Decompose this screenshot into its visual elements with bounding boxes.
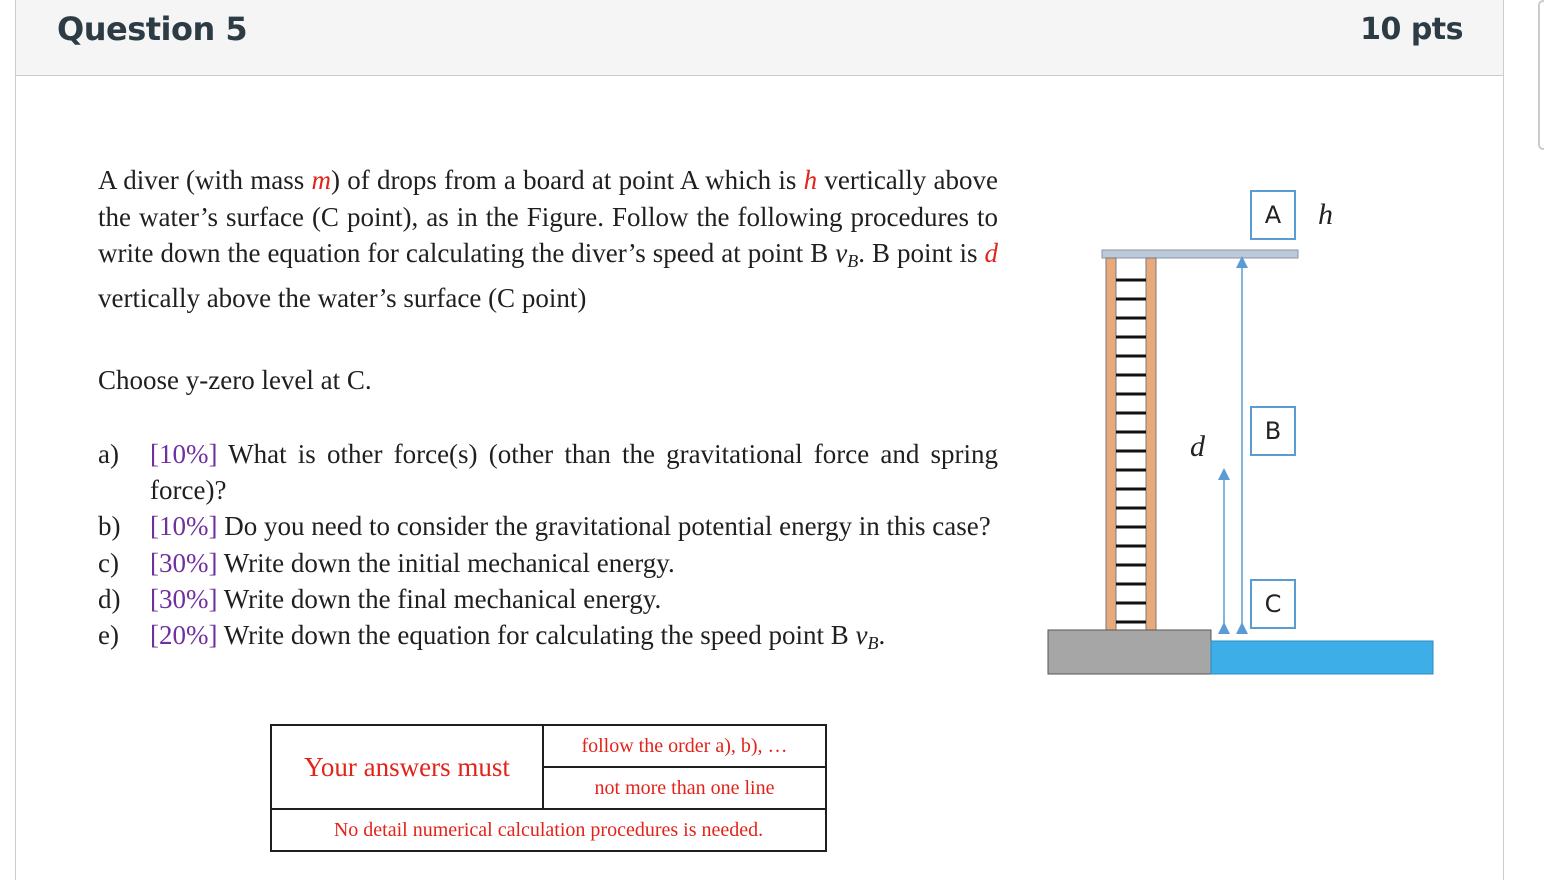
sub-question: [98, 508, 998, 544]
sub-question-text: Do you need to consider the gravitational potential energy in this case?: [217, 511, 991, 542]
zero-level-note: Choose y-zero level at C.: [98, 365, 372, 395]
point-c-label: C: [1250, 579, 1296, 629]
sub-question-weight: [30%]: [150, 547, 218, 578]
sub-question-text: .: [878, 620, 886, 651]
sub-question-list: [98, 436, 998, 661]
sub-question-weight: [10%]: [150, 439, 218, 469]
side-panel-tab[interactable]: [1538, 0, 1544, 150]
sub-question-text: Write down the equation for calculating the speed point B: [217, 620, 856, 651]
question-header: [16, 0, 1503, 76]
var-d: d: [984, 238, 998, 268]
sub-question-text: Write down the final mechanical energy.: [217, 583, 662, 614]
var-v-subscript: B: [867, 633, 879, 654]
rule-order: follow the order a), b), …: [543, 725, 826, 767]
sub-question-text: Write down the initial mechanical energy.: [217, 547, 675, 578]
rule-no-detail: No detail numerical calculation procedures is needed.: [271, 809, 826, 851]
intro-text: . B point is: [858, 238, 985, 268]
diving-board: [1102, 250, 1298, 258]
figure-var-h: h: [1318, 198, 1333, 231]
sub-question: [98, 545, 998, 581]
intro-text: vertically above the water’s surface (C point): [98, 282, 587, 313]
answer-rules-table: [270, 724, 827, 852]
rule-one-line: not more than one line: [543, 767, 826, 809]
intro-text: vertically above the water’s surface (C point), as in the Figure. Follow the following procedures to write down the equation for calculating the diver’s speed at point B: [98, 165, 998, 268]
ladder-rail-left: [1106, 258, 1116, 630]
question-intro: [98, 162, 998, 316]
water: [1211, 641, 1433, 674]
sub-question-letter: d): [98, 583, 121, 614]
sub-question-weight: [20%]: [150, 620, 218, 651]
var-v-subscript: B: [847, 251, 859, 271]
sub-question-letter: c): [98, 547, 119, 578]
intro-text: A diver (with mass: [98, 165, 312, 195]
intro-text: ) of drops from a board at point A which is: [330, 165, 804, 195]
var-v: v: [855, 620, 868, 651]
question-title: Question 5: [57, 10, 248, 48]
sub-question-letter: e): [98, 620, 119, 651]
question-points: 10 pts: [1360, 12, 1463, 47]
var-h: h: [803, 165, 818, 195]
sub-question: [98, 581, 998, 617]
diving-figure: [1040, 180, 1440, 680]
point-a-label: A: [1250, 190, 1296, 240]
sub-question-text: What is other force(s) (other than the gravitational force and spring force)?: [150, 439, 998, 506]
ground-block: [1048, 630, 1211, 674]
var-v: v: [835, 238, 848, 268]
var-m: m: [311, 165, 331, 195]
sub-question-letter: a): [98, 439, 119, 469]
ladder-rail-right: [1146, 258, 1156, 630]
sub-question-weight: [10%]: [150, 511, 218, 542]
sub-question: [98, 617, 998, 661]
rule-must: Your answers must: [271, 725, 543, 809]
ladder-rungs: [1116, 280, 1146, 622]
point-b-label: B: [1250, 406, 1296, 456]
sub-question: [98, 436, 998, 508]
sub-question-letter: b): [98, 511, 121, 542]
sub-question-weight: [30%]: [150, 583, 218, 614]
figure-var-d: d: [1190, 430, 1205, 463]
